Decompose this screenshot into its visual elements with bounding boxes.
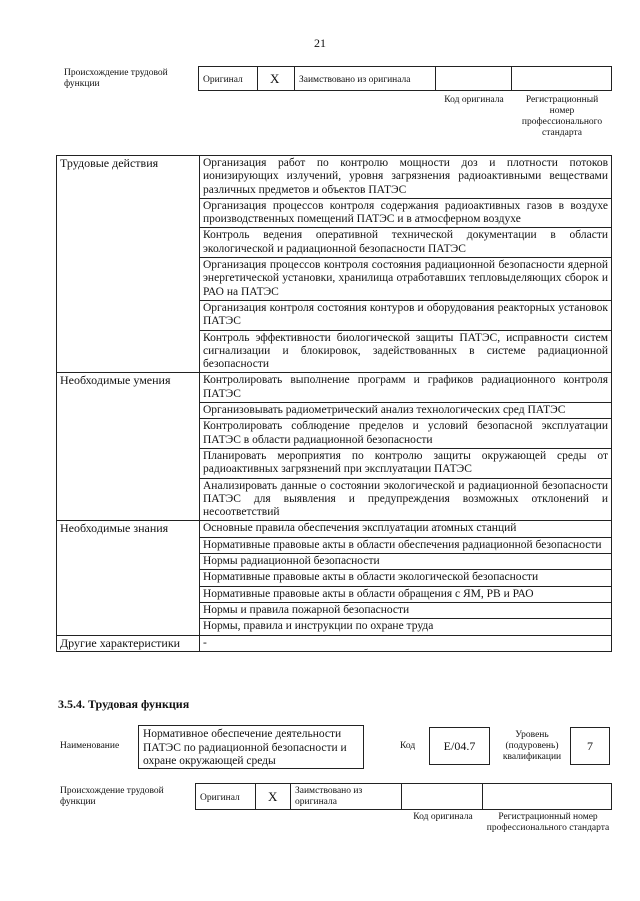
level-label: Уровень (подуровень) квалификации bbox=[502, 730, 562, 762]
other-label: Другие характеристики bbox=[57, 635, 200, 651]
knowledge-row: Основные правила обеспечения эксплуатации атомных станций bbox=[200, 521, 612, 537]
labor-actions-label: Трудовые действия bbox=[57, 156, 200, 373]
original-label: Оригинал bbox=[203, 75, 243, 85]
reg-number-caption: Регистрационный номер профессионального стандарта bbox=[486, 812, 610, 833]
code-label: Код bbox=[400, 741, 416, 751]
knowledge-row: Нормы и правила пожарной безопасности bbox=[200, 602, 612, 618]
code-original-caption: Код оригинала bbox=[444, 95, 504, 105]
other-value: - bbox=[200, 635, 612, 651]
original-mark: X bbox=[270, 71, 280, 86]
labor-function-table bbox=[56, 155, 612, 652]
knowledge-row: Нормы радиационной безопасности bbox=[200, 554, 612, 570]
skill-row: Контролировать выполнение программ и графиков радиационного контроля ПАТЭС bbox=[200, 373, 612, 403]
original-label: Оригинал bbox=[200, 793, 240, 803]
skills-label: Необходимые умения bbox=[57, 373, 200, 521]
knowledge-row: Нормативные правовые акты в области экологической безопасности bbox=[200, 570, 612, 586]
knowledge-label: Необходимые знания bbox=[57, 521, 200, 635]
knowledge-row: Нормативные правовые акты в области обеспечения радиационной безопасности bbox=[200, 537, 612, 553]
code-original-caption: Код оригинала bbox=[413, 812, 473, 822]
skill-row: Анализировать данные о состоянии экологической и радиационной безопасности ПАТЭС для выявления и предупреждения возможных отклонений и несоответствий bbox=[200, 478, 612, 521]
knowledge-row: Нормативные правовые акты в области обращения с ЯМ, РВ и РАО bbox=[200, 586, 612, 602]
origin-label: Происхождение трудовой функции bbox=[64, 68, 168, 89]
code-value: E/04.7 bbox=[429, 727, 490, 765]
page-number: 21 bbox=[314, 36, 326, 50]
original-mark: X bbox=[268, 789, 278, 804]
labor-action-row: Организация процессов контроля состояния радиационной безопасности ядерной энергетической установки, хранилища отработавших тепловыделяющих сборок и РАО на ПАТЭС bbox=[200, 258, 612, 301]
origin-label: Происхождение трудовой функции bbox=[60, 786, 164, 807]
skill-row: Планировать мероприятия по контролю защиты окружающей среды от радиоактивных загрязнений при эксплуатации ПАТЭС bbox=[200, 448, 612, 478]
labor-action-row: Организация контроля состояния контуров и оборудования реакторных установок ПАТЭС bbox=[200, 300, 612, 330]
labor-action-row: Контроль эффективности биологической защиты ПАТЭС, исправности систем сигнализации и блокировок, задействованных в системе радиационной безопасности bbox=[200, 330, 612, 373]
knowledge-row: Нормы, правила и инструкции по охране труда bbox=[200, 619, 612, 635]
borrowed-label: Заимствовано из оригинала bbox=[295, 786, 363, 807]
skill-row: Контролировать соблюдение пределов и условий безопасной эксплуатации ПАТЭС в области радиационной безопасности bbox=[200, 419, 612, 449]
labor-action-row: Организация процессов контроля содержания радиоактивных газов в воздухе производственных помещений ПАТЭС и в атмосферном воздухе bbox=[200, 198, 612, 228]
skill-row: Организовывать радиометрический анализ технологических сред ПАТЭС bbox=[200, 403, 612, 419]
name-value: Нормативное обеспечение деятельности ПАТЭС по радиационной безопасности и охране окружающей среды bbox=[138, 725, 364, 769]
name-label: Наименование bbox=[60, 741, 120, 751]
borrowed-label: Заимствовано из оригинала bbox=[299, 75, 411, 85]
labor-action-row: Организация работ по контролю мощности доз и плотности потоков ионизирующих излучений, уровня загрязнения радиоактивными веществами различных предметов и объектов ПАТЭС bbox=[200, 156, 612, 199]
section-heading: 3.5.4. Трудовая функция bbox=[58, 697, 190, 711]
level-value: 7 bbox=[570, 727, 610, 765]
reg-number-caption: Регистрационный номер профессионального стандарта bbox=[521, 95, 603, 138]
labor-action-row: Контроль ведения оперативной технической документации в области экологической и радиационной безопасности ПАТЭС bbox=[200, 228, 612, 258]
